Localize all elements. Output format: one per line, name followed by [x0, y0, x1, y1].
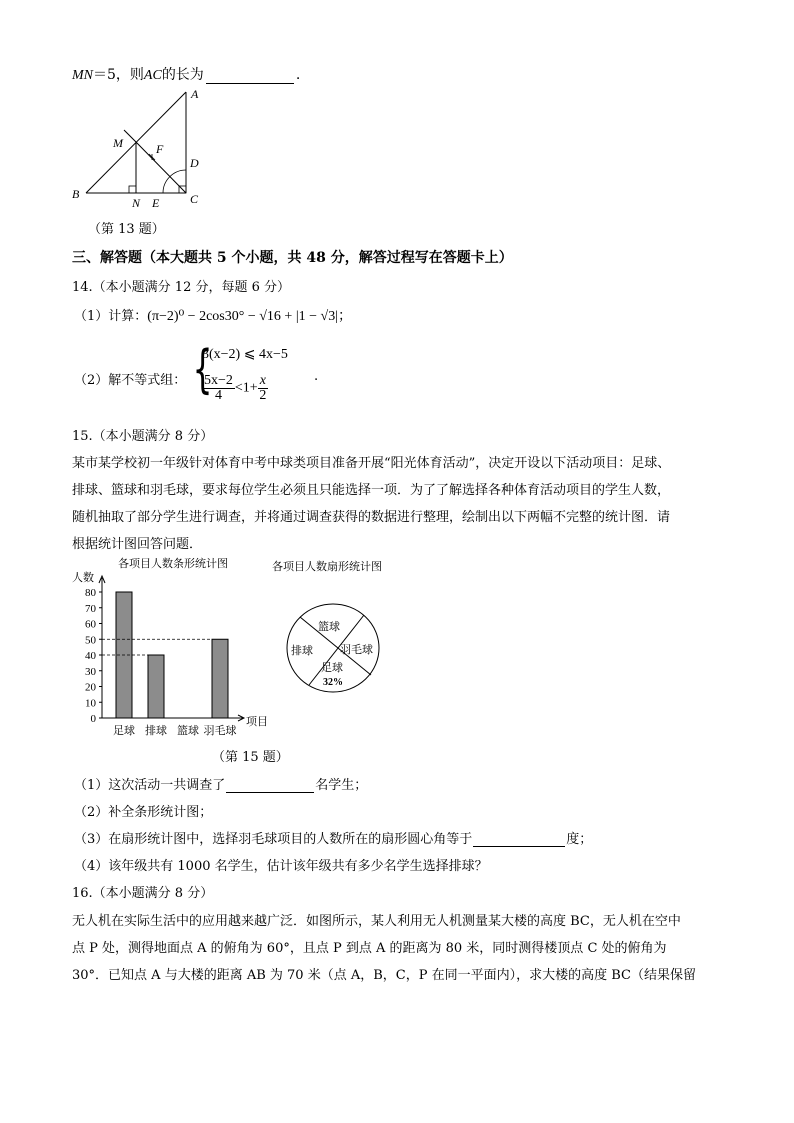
label-A: A	[191, 87, 199, 101]
y-tick-label: 70	[85, 602, 96, 615]
q16-header: 16.（本小题满分 8 分）	[72, 886, 214, 901]
q13-ac: AC	[143, 68, 162, 83]
q15-sub2: （2）补全条形统计图；	[74, 805, 213, 820]
y-tick-label: 60	[85, 618, 96, 631]
q14-brace: {	[192, 340, 213, 400]
q13-fig-label: （第 13 题）	[88, 222, 165, 237]
q14-p1-expr: (π−2)⁰ − 2cos30° − √16 + |1 − √3|；	[147, 309, 352, 324]
q14-p1-label: （1）计算：	[74, 309, 148, 324]
bar-chart-title: 各项目人数条形统计图	[118, 558, 228, 570]
bar-chart	[66, 556, 276, 741]
q14-p2-line2: $\frac{5x-2}{4}$ <1+ $\frac{x}{2}$	[204, 373, 267, 403]
y-tick-label: 10	[85, 697, 96, 710]
q15-header: 15.（本小题满分 8 分）	[72, 429, 214, 444]
q15-sub3: （3）在扇形统计图中，选择羽毛球项目的人数所在的扇形圆心角等于 度；	[74, 832, 593, 847]
q14-part1	[74, 305, 352, 325]
q14-header: 14.（本小题满分 12 分，每题 6 分）	[72, 280, 291, 295]
q14-frac1: $\frac{5x-2}{4}$	[204, 373, 233, 403]
q15-para-3: 随机抽取了部分学生进行调查，并将通过调查获得的数据进行整理，绘制出以下两幅不完整的统计图．请	[72, 510, 671, 525]
label-D: D	[190, 156, 199, 170]
q15-para-2: 排球、篮球和羽毛球，要求每位学生必须且只能选择一项．为了了解选择各种体育活动项目的学生人数，	[72, 483, 671, 498]
q15-sub1: （1）这次活动一共调查了 名学生；	[74, 778, 368, 793]
q15-para-4: 根据统计图回答问题．	[72, 537, 203, 552]
y-tick-label: 20	[85, 681, 96, 694]
q14-frac2: $\frac{x}{2}$	[259, 373, 267, 403]
bar-chart-ylabel: 人数	[72, 572, 94, 584]
label-E: E	[152, 196, 160, 210]
label-M: M	[113, 136, 123, 150]
y-tick-label: 30	[85, 665, 96, 678]
q15-fig-label: （第 15 题）	[212, 750, 289, 765]
label-C: C	[190, 192, 199, 206]
q15-sub1-blank[interactable]	[226, 778, 314, 793]
segment-M-extension	[124, 130, 136, 142]
y-tick-label: 50	[85, 634, 96, 647]
label-B: B	[72, 187, 80, 201]
section3-heading: 三、解答题（本大题共 5 个小题，共 48 分，解答过程写在答题卡上）	[72, 250, 513, 266]
q13-suffix: 的长为	[161, 67, 204, 83]
bar-chart-xlabel: 项目	[246, 716, 268, 728]
q13-mn: MN	[72, 68, 93, 83]
pie-chart-title: 各项目人数扇形统计图	[272, 560, 382, 573]
pie-label-zuqiu: 足球	[321, 662, 343, 674]
pie-label-zuqiu-pct: 32%	[323, 677, 343, 688]
y-tick-label: 40	[85, 650, 96, 662]
x-tick-label: 羽毛球	[203, 725, 237, 737]
q13-end: .	[295, 67, 301, 83]
y-tick-label: 80	[85, 587, 96, 599]
q13-answer-blank[interactable]	[206, 69, 294, 84]
x-tick-label: 排球	[145, 725, 167, 737]
q16-para-2: 点 P 处，测得地面点 A 的俯角为 60°，且点 P 到点 A 的距离为 80 米，同时测得楼顶点 C 处的俯角为	[72, 941, 667, 956]
q15-para-1: 某市某学校初一年级针对体育中考中球类项目准备开展“阳光体育活动”，决定开设以下活动项目：足球、	[72, 456, 671, 471]
q16-para-3: 30°．已知点 A 与大楼的距离 AB 为 70 米（点 A，B，C，P 在同一平面内），求大楼的高度 BC（结果保留	[72, 968, 696, 983]
q13-figure	[66, 84, 216, 214]
q14-p2-line1: 3(x−2) ⩽ 4x−5	[202, 347, 288, 362]
x-tick-label: 足球	[113, 725, 135, 737]
right-angle-N	[129, 186, 136, 193]
bar-排球	[148, 655, 164, 718]
q13-tail-line	[72, 64, 300, 84]
pie-label-yumaoqiu: 羽毛球	[340, 644, 373, 656]
pie-label-paiqiu: 排球	[291, 645, 313, 657]
q13-mid: ＝5，则	[93, 67, 144, 83]
q16-para-1: 无人机在实际生活中的应用越来越广泛．如图所示，某人利用无人机测量某大楼的高度 BC，无人机在空中	[72, 914, 681, 929]
q14-p2-end: .	[314, 369, 319, 384]
x-tick-label: 篮球	[177, 725, 199, 737]
label-F: F	[156, 142, 164, 156]
q14-p2-label: （2）解不等式组：	[74, 373, 187, 388]
q15-sub4: （4）该年级共有 1000 名学生，估计该年级共有多少名学生选择排球？	[74, 859, 488, 874]
pie-label-lanqiu: 篮球	[318, 621, 340, 633]
y-tick-label: 0	[90, 713, 96, 725]
q15-sub3-blank[interactable]	[473, 832, 565, 847]
pie-chart	[284, 602, 384, 694]
bar-羽毛球	[212, 639, 228, 718]
label-N: N	[132, 196, 141, 210]
